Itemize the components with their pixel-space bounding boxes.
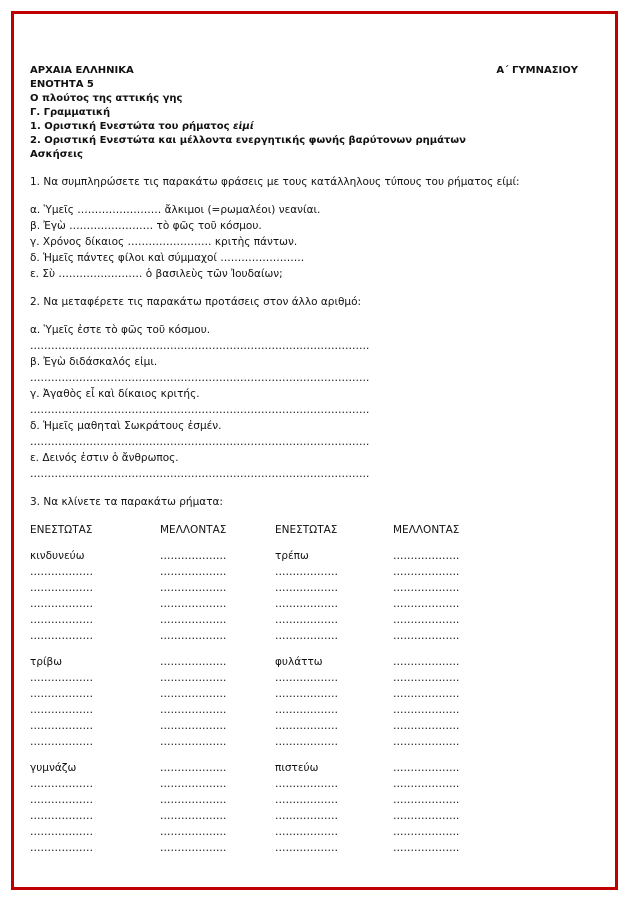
blank-cell: ………………. bbox=[160, 762, 227, 774]
blank-row bbox=[30, 808, 513, 824]
exercise-2-item-b: β. Ἐγὼ διδάσκαλός εἰμι. bbox=[30, 356, 158, 368]
blank-cell: ……………… bbox=[275, 614, 338, 626]
blank-cell: ……………… bbox=[30, 582, 93, 594]
col-header-present: ΕΝΕΣΤΩΤΑΣ bbox=[275, 524, 338, 536]
blank-cell: ………………. bbox=[160, 582, 227, 594]
blank-row bbox=[30, 670, 513, 686]
blank-cell: ………………. bbox=[160, 550, 227, 562]
verb-present: φυλάττω bbox=[275, 656, 323, 668]
verb-row bbox=[30, 760, 513, 776]
blank-cell: ……………… bbox=[30, 720, 93, 732]
worksheet bbox=[30, 64, 578, 856]
exercise-2-item-e: ε. Δεινός ἐστιν ὁ ἄνθρωπος. bbox=[30, 452, 179, 464]
blank-cell: ……………… bbox=[275, 598, 338, 610]
blank-cell: ………………. bbox=[160, 672, 227, 684]
exercise-2-item-c: γ. Ἀγαθὸς εἶ καὶ δίκαιος κριτής. bbox=[30, 388, 200, 400]
blank-cell: ……………… bbox=[30, 630, 93, 642]
blank-cell: ……………… bbox=[30, 688, 93, 700]
blank-cell: ……………… bbox=[275, 794, 338, 806]
verb-row bbox=[30, 654, 513, 670]
blank-cell: ………………. bbox=[393, 582, 460, 594]
exercise-1-item-c: γ. Χρόνος δίκαιος …………………… κριτὴς πάντων. bbox=[30, 236, 298, 248]
blank-cell: ………………. bbox=[393, 810, 460, 822]
answer-line: ……………………………………………………………………………………. bbox=[30, 340, 370, 352]
blank-cell: ………………. bbox=[160, 826, 227, 838]
blank-cell: ……………… bbox=[275, 630, 338, 642]
exercises-label: Ασκήσεις bbox=[30, 149, 83, 160]
blank-row bbox=[30, 564, 513, 580]
blank-cell: ………………. bbox=[160, 720, 227, 732]
blank-cell: ……………… bbox=[30, 614, 93, 626]
blank-cell: ……………… bbox=[275, 566, 338, 578]
blank-cell: ……………… bbox=[275, 842, 338, 854]
exercise-1-item-a: α. Ὑμεῖς …………………… ἄλκιμοι (=ρωμαλέοι) νεανίαι. bbox=[30, 204, 321, 216]
blank-cell: ……………… bbox=[275, 582, 338, 594]
blank-cell: ……………… bbox=[275, 810, 338, 822]
blank-cell: ……………… bbox=[30, 672, 93, 684]
blank-row bbox=[30, 596, 513, 612]
col-header-present: ΕΝΕΣΤΩΤΑΣ bbox=[30, 524, 93, 536]
subject-label: ΑΡΧΑΙΑ ΕΛΛΗΝΙΚΑ bbox=[30, 65, 134, 76]
conjugation-table bbox=[30, 522, 513, 856]
exercise-2-item-d: δ. Ἡμεῖς μαθηταὶ Σωκράτους ἐσμέν. bbox=[30, 420, 222, 432]
blank-cell: ……………… bbox=[275, 704, 338, 716]
blank-cell: ………………. bbox=[393, 550, 460, 562]
blank-cell: ………………. bbox=[160, 736, 227, 748]
blank-cell: ………………. bbox=[160, 810, 227, 822]
blank-row bbox=[30, 792, 513, 808]
blank-row bbox=[30, 776, 513, 792]
blank-cell: ……………… bbox=[30, 794, 93, 806]
blank-cell: ………………. bbox=[393, 598, 460, 610]
verb-present: γυμνάζω bbox=[30, 762, 77, 774]
verb-present: κινδυνεύω bbox=[30, 550, 85, 562]
blank-cell: ………………. bbox=[393, 736, 460, 748]
blank-cell: ………………. bbox=[160, 614, 227, 626]
blank-cell: ………………. bbox=[393, 704, 460, 716]
blank-cell: ………………. bbox=[393, 794, 460, 806]
blank-cell: ………………. bbox=[160, 842, 227, 854]
blank-cell: ………………. bbox=[393, 566, 460, 578]
blank-row bbox=[30, 580, 513, 596]
topic-1 bbox=[30, 120, 578, 134]
class-label: Α΄ ΓΥΜΝΑΣΙΟΥ bbox=[496, 65, 578, 76]
unit-label: ΕΝΟΤΗΤΑ 5 bbox=[30, 79, 94, 90]
exercise-2-title: 2. Να μεταφέρετε τις παρακάτω προτάσεις στον άλλο αριθμό: bbox=[30, 296, 362, 308]
answer-line: ……………………………………………………………………………………. bbox=[30, 468, 370, 480]
blank-row bbox=[30, 628, 513, 644]
verb-row bbox=[30, 548, 513, 564]
topic-1-prefix: 1. Οριστική Ενεστώτα του ρήματος bbox=[30, 121, 230, 132]
blank-cell: ………………. bbox=[393, 826, 460, 838]
answer-line: ……………………………………………………………………………………. bbox=[30, 436, 370, 448]
blank-cell: ………………. bbox=[160, 704, 227, 716]
blank-cell: ……………… bbox=[30, 778, 93, 790]
exercise-1-item-e: ε. Σὺ …………………… ὁ βασιλεὺς τῶν Ἰουδαίων; bbox=[30, 268, 283, 280]
verb-present: τρέπω bbox=[275, 550, 309, 562]
blank-cell: ……………… bbox=[30, 566, 93, 578]
section-label: Γ. Γραμματική bbox=[30, 107, 111, 118]
verb-present: πιστεύω bbox=[275, 762, 319, 774]
blank-cell: ………………. bbox=[160, 598, 227, 610]
col-header-future: ΜΕΛΛΟΝΤΑΣ bbox=[393, 524, 460, 536]
blank-cell: ……………… bbox=[275, 672, 338, 684]
col-header-future: ΜΕΛΛΟΝΤΑΣ bbox=[160, 524, 227, 536]
blank-cell: ……………… bbox=[30, 842, 93, 854]
blank-row bbox=[30, 702, 513, 718]
blank-cell: ……………… bbox=[30, 826, 93, 838]
verb-present: τρίβω bbox=[30, 656, 63, 668]
blank-cell: ………………. bbox=[160, 794, 227, 806]
exercise-1-item-b: β. Ἐγὼ …………………… τὸ φῶς τοῦ κόσμου. bbox=[30, 220, 262, 232]
blank-cell: ………………. bbox=[160, 630, 227, 642]
exercise-3-title: 3. Να κλίνετε τα παρακάτω ρήματα: bbox=[30, 496, 223, 508]
answer-line: ……………………………………………………………………………………. bbox=[30, 372, 370, 384]
blank-cell: ……………… bbox=[275, 688, 338, 700]
blank-cell: ………………. bbox=[393, 656, 460, 668]
blank-cell: ……………… bbox=[275, 720, 338, 732]
answer-line: ……………………………………………………………………………………. bbox=[30, 404, 370, 416]
blank-cell: ……………… bbox=[275, 778, 338, 790]
blank-cell: ……………… bbox=[30, 704, 93, 716]
blank-row bbox=[30, 840, 513, 856]
blank-cell: ……………… bbox=[275, 736, 338, 748]
blank-row bbox=[30, 718, 513, 734]
blank-row bbox=[30, 824, 513, 840]
header-row bbox=[30, 64, 578, 78]
topic-1-verb: εἰμί bbox=[233, 121, 254, 132]
blank-cell: ………………. bbox=[160, 566, 227, 578]
exercise-2-item-a: α. Ὑμεῖς ἐστε τὸ φῶς τοῦ κόσμου. bbox=[30, 324, 211, 336]
blank-cell: ………………. bbox=[160, 778, 227, 790]
blank-cell: ………………. bbox=[393, 630, 460, 642]
blank-cell: ………………. bbox=[160, 688, 227, 700]
blank-row bbox=[30, 612, 513, 628]
topic-2: 2. Οριστική Ενεστώτα και μέλλοντα ενεργητικής φωνής βαρύτονων ρημάτων bbox=[30, 135, 466, 146]
blank-cell: ………………. bbox=[393, 720, 460, 732]
blank-cell: ……………… bbox=[30, 810, 93, 822]
blank-cell: ………………. bbox=[393, 842, 460, 854]
blank-cell: ……………… bbox=[275, 826, 338, 838]
blank-cell: ………………. bbox=[393, 762, 460, 774]
blank-row bbox=[30, 686, 513, 702]
blank-cell: ……………… bbox=[30, 736, 93, 748]
conjugation-header-row bbox=[30, 522, 513, 538]
blank-cell: ……………… bbox=[30, 598, 93, 610]
blank-cell: ………………. bbox=[393, 778, 460, 790]
blank-row bbox=[30, 734, 513, 750]
exercise-1-item-d: δ. Ἡμεῖς πάντες φίλοι καὶ σύμμαχοί …………………… bbox=[30, 252, 305, 264]
blank-cell: ………………. bbox=[393, 614, 460, 626]
unit-title: Ο πλούτος της αττικής γης bbox=[30, 93, 183, 104]
blank-cell: ………………. bbox=[393, 688, 460, 700]
blank-cell: ………………. bbox=[160, 656, 227, 668]
exercise-1-title: 1. Να συμπληρώσετε τις παρακάτω φράσεις με τους κατάλληλους τύπους του ρήματος είμί: bbox=[30, 176, 520, 188]
blank-cell: ………………. bbox=[393, 672, 460, 684]
